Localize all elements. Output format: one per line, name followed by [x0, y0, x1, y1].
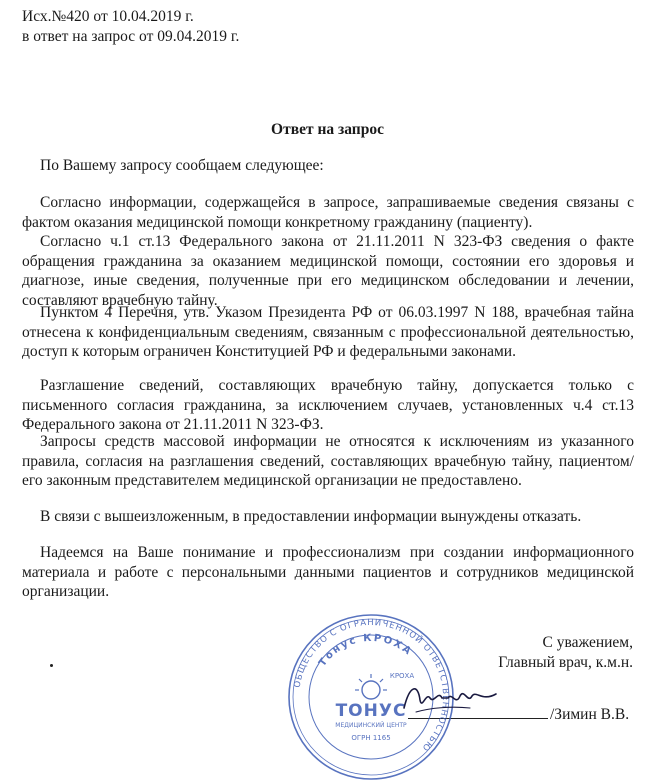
- paragraph-disclosure: Разглашение сведений, составляющих врачебную тайну, допускается только с письменного согласия гражданина, за исключением случаев, установленных ч.4 ст.13 Федерального закона от 21.11.2011 N 323-ФЗ.: [22, 377, 634, 434]
- paragraph-hope: Надеемся на Ваше понимание и профессионализм при создании информационного материала и работе с персональными данными пациентов и сотрудников медицинской организации.: [22, 544, 634, 601]
- paragraph-request-info: Согласно информации, содержащейся в запросе, запрашиваемые сведения связаны с фактом оказания медицинской помощи конкретному гражданину (пациенту).: [22, 194, 634, 231]
- handwritten-signature: [400, 678, 500, 718]
- paragraph-law-323: Согласно ч.1 ст.13 Федерального закона от 21.11.2011 N 323-ФЗ сведения о факте обращения гражданина за оказанием медицинской помощи, состоянии его здоровья и диагнозе, иные сведения, полученные при его медицинском обследовании и лечении, составляют врачебную тайну.: [22, 233, 634, 309]
- paragraph-media-requests: Запросы средств массовой информации не относятся к исключениям из указанного правила, согласия на разглашения сведений, составляющих врачебную тайну, пациентом/его законным представителем медицинской организации не предоставлено.: [22, 433, 634, 490]
- stamp-logo: ТОНУС: [335, 701, 407, 721]
- stamp-center: МЕДИЦИНСКИЙ ЦЕНТР: [335, 722, 407, 729]
- stamp-outer-text: ОБЩЕСТВО С ОГРАНИЧЕННОЙ ОТВЕТСТВЕННОСТЬЮ: [292, 617, 451, 754]
- signer-position: Главный врач, к.м.н.: [498, 654, 633, 671]
- stray-mark: [50, 664, 53, 667]
- document-title: Ответ на запрос: [271, 121, 384, 138]
- paragraph-intro: По Вашему запросу сообщаем следующее:: [40, 157, 324, 174]
- paragraph-decree-188: Пунктом 4 Перечня, утв. Указом Президента РФ от 06.03.1997 N 188, врачебная тайна отнесена к конфиденциальным сведениям, связанным с профессиональной деятельностью, доступ к которым ограничен Конституцией РФ и федеральными законами.: [22, 304, 634, 361]
- paragraph-refusal: В связи с вышеизложенным, в предоставлении информации вынуждены отказать.: [40, 508, 582, 525]
- signer-name: /Зимин В.В.: [550, 706, 630, 723]
- outgoing-ref: Исх.№420 от 10.04.2019 г.: [22, 8, 194, 25]
- closing-regards: С уважением,: [542, 634, 633, 651]
- stamp-name: Тонус КРОХА: [317, 632, 415, 669]
- stamp-sub: КРОХА: [389, 672, 415, 680]
- reply-ref: в ответ на запрос от 09.04.2019 г.: [22, 28, 240, 45]
- stamp-sun-icon: [355, 674, 387, 699]
- stamp-ogrn: ОГРН 1165: [351, 734, 391, 742]
